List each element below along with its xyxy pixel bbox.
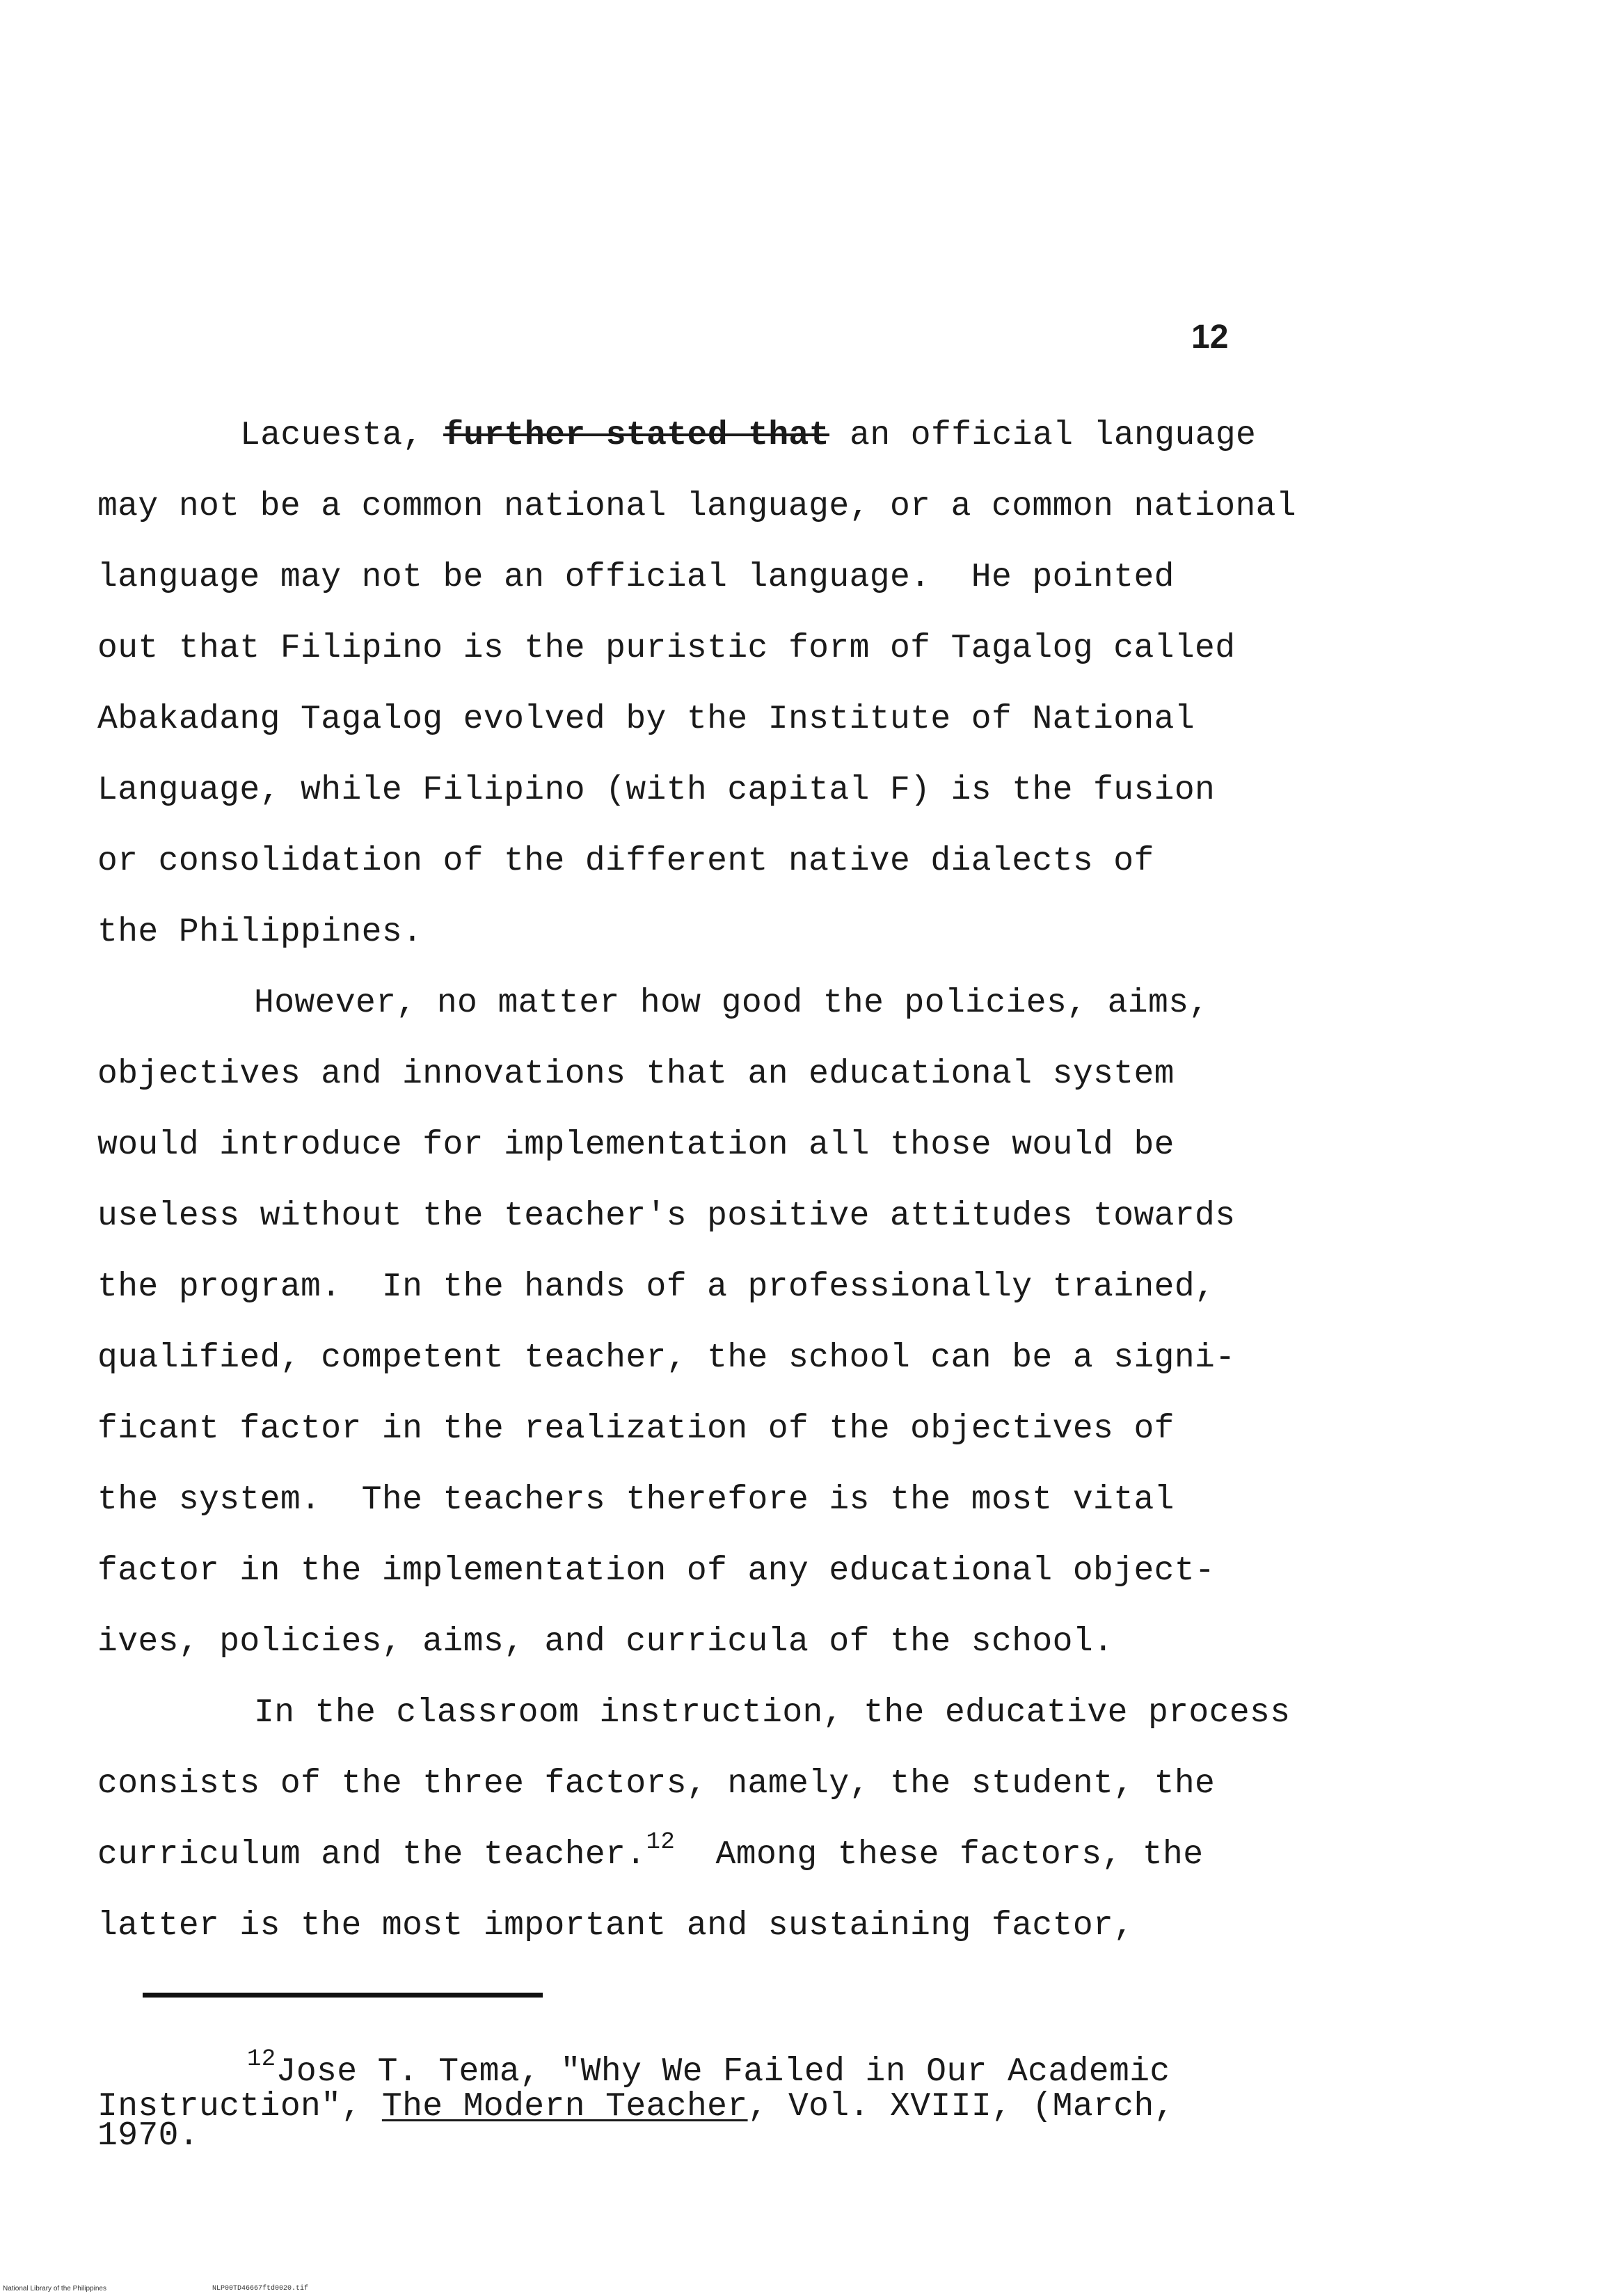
- footnote-line-2: [97, 2086, 1175, 2128]
- paragraph-1-line-5: Abakadang Tagalog evolved by the Institute of National: [97, 701, 1195, 738]
- paragraph-3-line-3: [97, 1829, 1204, 1876]
- page-number: 12: [1191, 319, 1229, 356]
- footnote-reference: 12: [646, 1829, 676, 1856]
- paragraph-3-line-1: In the classroom instruction, the educative process: [254, 1694, 1291, 1732]
- paragraph-3-line-3-after: Among these factors, the: [675, 1836, 1204, 1874]
- paragraph-1-line-3: language may not be an official language. He pointed: [97, 559, 1175, 596]
- paragraph-1-line-1: [240, 415, 1256, 456]
- scan-filename: NLP00TD46667ftd0020.tif: [212, 2285, 309, 2293]
- footnote-line-2-end: , Vol. XVIII, (March,: [747, 2088, 1175, 2126]
- paragraph-1-line-1-start: Lacuesta,: [240, 417, 423, 454]
- paragraph-2-line-5: the program. In the hands of a professionally trained,: [97, 1268, 1216, 1306]
- struck-through-text: further stated that: [443, 417, 829, 454]
- paragraph-3-line-4: latter is the most important and sustaining factor,: [97, 1907, 1134, 1945]
- paragraph-1-line-2: may not be a common national language, or a common national: [97, 488, 1297, 525]
- paragraph-2-line-9: factor in the implementation of any educational object-: [97, 1552, 1216, 1590]
- paragraph-2-line-3: would introduce for implementation all those would be: [97, 1126, 1175, 1164]
- paragraph-2-line-6: qualified, competent teacher, the school can be a signi-: [97, 1339, 1236, 1377]
- footnote-line-3: 1970.: [97, 2117, 200, 2155]
- paragraph-3-line-3-before: curriculum and the teacher.: [97, 1836, 646, 1874]
- footnote-separator: [143, 1993, 543, 1998]
- paragraph-2-line-2: objectives and innovations that an educational system: [97, 1055, 1175, 1093]
- paragraph-2-line-4: useless without the teacher's positive attitudes towards: [97, 1197, 1236, 1235]
- journal-title: The Modern Teacher: [381, 2088, 748, 2126]
- paragraph-1-line-1-end: an official language: [850, 417, 1257, 454]
- paragraph-2-line-8: the system. The teachers therefore is the most vital: [97, 1481, 1175, 1519]
- paragraph-1-line-6: Language, while Filipino (with capital F) is the fusion: [97, 772, 1216, 809]
- paragraph-2-line-1: However, no matter how good the policies, aims,: [254, 984, 1209, 1022]
- paragraph-1-line-4: out that Filipino is the puristic form of Tagalog called: [97, 630, 1236, 667]
- footnote-marker: 12: [247, 2046, 276, 2073]
- paragraph-1-line-7: or consolidation of the different native dialects of: [97, 843, 1154, 880]
- paragraph-2-line-7: ficant factor in the realization of the objectives of: [97, 1410, 1175, 1448]
- footnote-line-2-start: Instruction",: [97, 2088, 382, 2126]
- footnote-line-1-text: Jose T. Tema, "Why We Failed in Our Academic: [276, 2053, 1170, 2091]
- scan-credit: National Library of the Philippines: [3, 2285, 106, 2293]
- paragraph-3-line-2: consists of the three factors, namely, the student, the: [97, 1765, 1216, 1803]
- paragraph-1-line-8: the Philippines.: [97, 914, 423, 951]
- paragraph-2-line-10: ives, policies, aims, and curricula of the school.: [97, 1623, 1114, 1661]
